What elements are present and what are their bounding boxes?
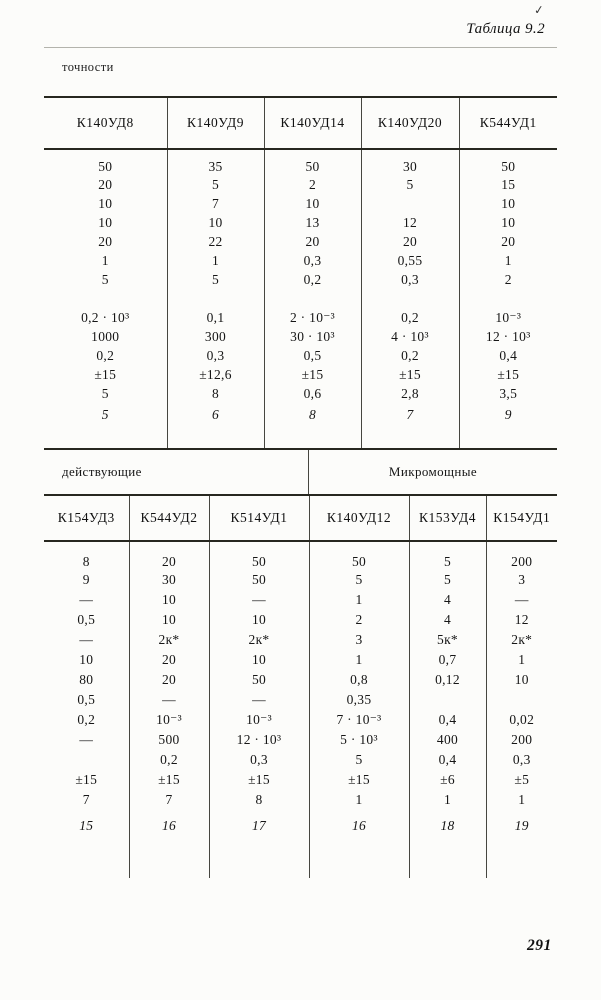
column-header: К544УД1	[459, 97, 557, 149]
table-row	[44, 175, 557, 194]
table-cell: 50	[264, 149, 361, 175]
table-cell: 20	[129, 650, 209, 670]
table-cell: 0,2	[96, 347, 115, 363]
header-row	[44, 496, 557, 541]
table-cell: 2к*	[129, 630, 209, 650]
table-cell: 2к*	[209, 630, 309, 650]
section-label-micropower: Микромощные	[388, 464, 478, 479]
table-cell: ±6	[409, 770, 486, 790]
column-header: К140УД9	[167, 97, 264, 149]
table-cell: 0,4	[459, 346, 557, 365]
table-cell: 10	[167, 213, 264, 232]
table-cell: 5	[361, 175, 459, 194]
column-header: К514УД1	[209, 496, 309, 541]
table-cell: 5 · 10³	[309, 730, 409, 750]
table-cell: 0,2	[129, 750, 209, 770]
table-cell: 0,35	[309, 690, 409, 710]
table-cell: 0,2	[361, 308, 459, 327]
table-row	[44, 770, 557, 790]
table-row	[44, 346, 557, 365]
table-cell	[459, 289, 557, 308]
table-cell: 5	[167, 175, 264, 194]
column-header: К140УД20	[361, 97, 459, 149]
table-cell: 0,2	[264, 270, 361, 289]
table-row	[44, 690, 557, 710]
table-cell: 10	[459, 213, 557, 232]
table-cell: 1	[101, 252, 109, 268]
table-cell: 20	[129, 670, 209, 690]
table-cell: 0,5	[77, 612, 96, 627]
table-row	[44, 365, 557, 384]
column-header: К140УД14	[264, 97, 361, 149]
table-cell: 2	[459, 270, 557, 289]
table-row	[44, 650, 557, 670]
table-cell: 3,5	[459, 384, 557, 403]
table-cell: 1	[309, 590, 409, 610]
table-cell	[44, 423, 167, 449]
table-cell: 8	[264, 403, 361, 423]
table-cell: 20	[361, 232, 459, 251]
precision-op-amps-table	[44, 96, 557, 450]
table-cell: 10⁻³	[129, 710, 209, 730]
table-caption: Таблица 9.2	[466, 21, 545, 37]
column-header: К154УД3	[44, 496, 129, 541]
table-cell: 10⁻³	[209, 710, 309, 730]
table-cell: 9	[459, 403, 557, 423]
table-cell: 0,3	[167, 346, 264, 365]
table-cell: 12 · 10³	[459, 327, 557, 346]
column-header: К544УД2	[129, 496, 209, 541]
table-cell: 7	[167, 194, 264, 213]
table-cell: 3	[486, 570, 557, 590]
table-spacer-row	[44, 423, 557, 449]
table-cell: 1	[309, 650, 409, 670]
section-label-acting: действующие	[44, 450, 309, 494]
table-cell: 80	[79, 672, 94, 687]
acting-micropower-op-amps-table	[44, 496, 557, 878]
table-cell: ±15	[75, 772, 98, 787]
table-cell: ±15	[309, 770, 409, 790]
table-cell: 10	[264, 194, 361, 213]
table-cell: 300	[167, 327, 264, 346]
table-cell: 7	[82, 792, 90, 807]
table-cell: 0,3	[486, 750, 557, 770]
table-cell: 5	[309, 570, 409, 590]
table-cell: 0,3	[361, 270, 459, 289]
table-cell: ±15	[264, 365, 361, 384]
table-row	[44, 403, 557, 423]
column-header: К153УД4	[409, 496, 486, 541]
table-row	[44, 232, 557, 251]
table-cell: 10	[209, 610, 309, 630]
table-cell: 13	[264, 213, 361, 232]
table-cell	[264, 423, 361, 449]
table-cell: 50	[209, 541, 309, 570]
table-cell: 0,6	[264, 384, 361, 403]
table-cell: 0,1	[167, 308, 264, 327]
column-header: К140УД12	[309, 496, 409, 541]
table-row	[44, 590, 557, 610]
table-cell: 0,2 · 10³	[81, 309, 130, 325]
table-cell: 5	[101, 385, 109, 401]
table-cell: 10	[459, 194, 557, 213]
table-cell: 18	[409, 810, 486, 834]
table-cell: 0,2	[361, 346, 459, 365]
table-cell: 7 · 10⁻³	[309, 710, 409, 730]
table-row	[44, 630, 557, 650]
table-cell: 12	[361, 213, 459, 232]
table-cell: —	[79, 592, 94, 607]
table-cell: 5	[409, 541, 486, 570]
table-cell: 10	[129, 590, 209, 610]
table-row	[44, 251, 557, 270]
table-cell: 1000	[91, 328, 120, 344]
table-cell: ±15	[361, 365, 459, 384]
table-cell: 9	[82, 572, 90, 587]
table-cell: 17	[209, 810, 309, 834]
table-cell: 6	[167, 403, 264, 423]
header-row	[44, 97, 557, 149]
table-row	[44, 810, 557, 834]
table-cell: 8	[167, 384, 264, 403]
table-row	[44, 670, 557, 690]
table-row	[44, 327, 557, 346]
table-row	[44, 750, 557, 770]
table-cell: ±12,6	[167, 365, 264, 384]
table-cell: 5	[101, 271, 109, 287]
table-cell: 7	[129, 790, 209, 810]
table-cell: —	[209, 590, 309, 610]
table-cell	[44, 750, 129, 770]
table-cell: —	[79, 732, 94, 747]
table-row	[44, 730, 557, 750]
table-cell: 10	[486, 670, 557, 690]
table-cell: 0,2	[77, 712, 96, 727]
table-cell: —	[209, 690, 309, 710]
table-row	[44, 149, 557, 175]
table-cell	[264, 289, 361, 308]
table-cell: 2,8	[361, 384, 459, 403]
table-cell: 0,4	[409, 710, 486, 730]
table-cell: 1	[167, 251, 264, 270]
handwritten-tick-mark: ✓	[533, 2, 545, 18]
table-cell: 16	[129, 810, 209, 834]
table-cell: 19	[486, 810, 557, 834]
table-cell: 0,3	[264, 251, 361, 270]
table-cell	[486, 690, 557, 710]
table-row	[44, 790, 557, 810]
table-cell: 10	[129, 610, 209, 630]
table-cell: 20	[129, 541, 209, 570]
table-cell: 4	[409, 590, 486, 610]
table-cell: 0,8	[309, 670, 409, 690]
table-cell: 15	[459, 175, 557, 194]
page-number: 291	[527, 937, 552, 954]
table-cell: 12	[486, 610, 557, 630]
table-cell: 0,5	[77, 692, 96, 707]
table-cell	[167, 423, 264, 449]
table-cell: 8	[82, 554, 90, 569]
section-band	[44, 450, 557, 496]
table-cell: 0,7	[409, 650, 486, 670]
table-cell: 1	[486, 650, 557, 670]
table-cell: ±5	[486, 770, 557, 790]
table-cell: 1	[409, 790, 486, 810]
table-cell: ±15	[459, 365, 557, 384]
header-rule	[44, 47, 557, 48]
table-row	[44, 541, 557, 570]
column-group-label-precision: точности	[62, 60, 114, 74]
table-cell: 16	[309, 810, 409, 834]
table-cell	[361, 289, 459, 308]
column-header: К140УД8	[44, 97, 167, 149]
table-cell: 200	[486, 541, 557, 570]
column-header: К154УД1	[486, 496, 557, 541]
table-cell	[409, 834, 486, 878]
table-cell: 0,3	[209, 750, 309, 770]
table-row	[44, 213, 557, 232]
table-cell: —	[486, 590, 557, 610]
table-cell: 0,4	[409, 750, 486, 770]
table-cell: 50	[459, 149, 557, 175]
table-cell: 2к*	[486, 630, 557, 650]
table-row	[44, 308, 557, 327]
table-cell: 1	[309, 790, 409, 810]
table-cell: 50	[309, 541, 409, 570]
table-cell	[129, 834, 209, 878]
table-cell: 50	[209, 670, 309, 690]
table-cell: 1	[459, 251, 557, 270]
table-cell: 2	[264, 175, 361, 194]
table-cell: 3	[309, 630, 409, 650]
table-spacer-row	[44, 834, 557, 878]
table-cell: —	[129, 690, 209, 710]
table-cell: 4	[409, 610, 486, 630]
table-cell	[459, 423, 557, 449]
table-cell: 10	[98, 195, 113, 211]
table-cell: 10⁻³	[459, 308, 557, 327]
table-cell: 400	[409, 730, 486, 750]
table-cell: 20	[459, 232, 557, 251]
table-cell: 20	[98, 176, 113, 192]
table-cell: 5к*	[409, 630, 486, 650]
table-cell: 0,5	[264, 346, 361, 365]
table-cell	[361, 194, 459, 213]
table-row	[44, 289, 557, 308]
table-row	[44, 270, 557, 289]
table-cell	[309, 834, 409, 878]
table-cell: 5	[309, 750, 409, 770]
table-cell	[486, 834, 557, 878]
table-cell	[167, 289, 264, 308]
table-cell: 7	[361, 403, 459, 423]
table-row	[44, 384, 557, 403]
table-cell: 50	[98, 159, 113, 174]
table-cell: 4 · 10³	[361, 327, 459, 346]
table-cell: 0,12	[409, 670, 486, 690]
table-cell: 12 · 10³	[209, 730, 309, 750]
table-cell: 10	[209, 650, 309, 670]
table-row	[44, 570, 557, 590]
table-cell: ±15	[129, 770, 209, 790]
table-cell: 2	[309, 610, 409, 630]
table-cell: 5	[167, 270, 264, 289]
table-cell: 2 · 10⁻³	[264, 308, 361, 327]
table-cell: 5	[101, 407, 109, 422]
table-cell: 10	[79, 652, 94, 667]
table-cell	[361, 423, 459, 449]
table-cell: 200	[486, 730, 557, 750]
table-cell: 20	[98, 233, 113, 249]
table-cell: 1	[486, 790, 557, 810]
table-cell: 0,55	[361, 251, 459, 270]
table-cell: 50	[209, 570, 309, 590]
table-cell: 30	[129, 570, 209, 590]
table-cell	[44, 289, 167, 308]
table-row	[44, 710, 557, 730]
table-cell: 35	[167, 149, 264, 175]
table-cell: 5	[409, 570, 486, 590]
table-cell	[44, 834, 129, 878]
table-cell: ±15	[209, 770, 309, 790]
table-cell	[409, 690, 486, 710]
table-cell: 15	[79, 818, 94, 833]
table-cell: 22	[167, 232, 264, 251]
table-cell: 30 · 10³	[264, 327, 361, 346]
table-row	[44, 194, 557, 213]
table-cell: ±15	[94, 366, 117, 382]
table-cell	[209, 834, 309, 878]
table-cell: 30	[361, 149, 459, 175]
table-cell: 500	[129, 730, 209, 750]
table-cell: —	[79, 632, 94, 647]
table-cell: 8	[209, 790, 309, 810]
table-cell: 0,02	[486, 710, 557, 730]
table-cell: 20	[264, 232, 361, 251]
tables-block	[44, 96, 557, 878]
table-cell: 10	[98, 214, 113, 230]
table-row	[44, 610, 557, 630]
